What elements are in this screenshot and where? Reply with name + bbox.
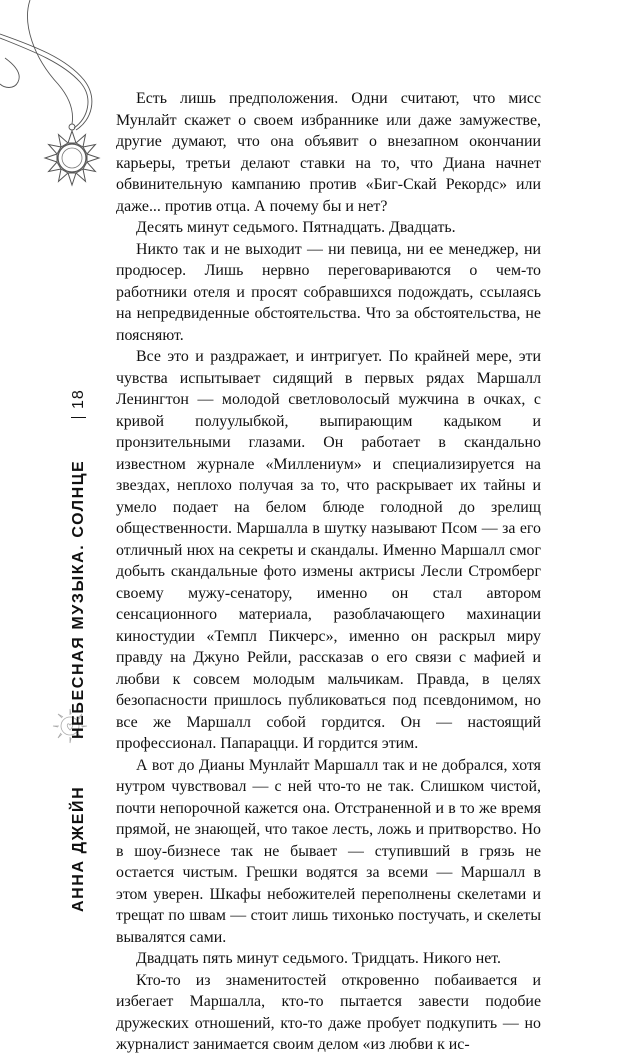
header-divider [71,417,86,418]
page-number: 18 [70,389,87,409]
running-header [70,389,88,912]
author-name: АННА ДЖЕЙН [70,785,87,912]
paragraph-4: Все это и раздражает, и интригует. По крайней мере, эти чувства испытывает сидящий в первых рядах Маршалл Ленингтон — молодой светловолосый мужчина в очках, с кривой полуулыбкой, выпирающим кадыком и пронзительными глазами. Он работает в скандально известном журнале «Миллениум» и специализируется на звездах, неплохо получая за то, что раскрывает их тайны и умело подает на белом блюде голодной до зрелищ общественности. Маршалла в шутку называют Псом — за его отличный нюх на секреты и скандалы. Именно Маршалл смог добыть скандальные фото измены актрисы Лесли Стромберг своему мужу-сенатору, именно он стал автором сенсационного материала, разоблачающего махинации киностудии «Темпл Пикчерс», именно он раскрыл миру правду на Джуно Рейли, рассказав о его связи с мафией и любви к совсем молодым мальчикам. Правда, в целях безопасности пришлось публиковаться под псевдонимом, но все же Маршалл собой гордится. Он — настоящий профессионал. Папарацци. И гордится этим. [116,348,541,752]
paragraph-7: Кто-то из знаменитостей откровенно побаивается и избегает Маршалла, кто-то пытается завести подобие дружеских отношений, кто-то даже пробует подкупить — но журналист занимается своим делом «из любви к ис- [116,971,541,1053]
paragraph-3: Никто так и не выходит — ни певица, ни ее менеджер, ни продюсер. Лишь нервно переговариваются о чем-то работники отеля и просят собравшихся подождать, ссылаясь на непредвиденные обстоятельства. Что за обстоятельства, не поясняют. [116,240,541,344]
book-title: НЕБЕСНАЯ МУЗЫКА. СОЛНЦЕ [70,459,87,739]
paragraph-2: Десять минут седьмого. Пятнадцать. Двадцать. [136,219,456,236]
paragraph-6: Двадцать пять минут седьмого. Тридцать. Никого нет. [136,950,501,967]
necklace-sun-pendant-icon [0,0,130,210]
paragraph-1: Есть лишь предположения. Одни считают, что мисс Мунлайт скажет о своем избраннике или даже замужестве, другие думают, что она объявит о внезапном окончании карьеры, третьи делают ставки на то, что Диана начнет обвинительную кампанию против «Биг-Скай Рекордс» или даже... против отца. А почему бы и нет? [116,90,541,215]
paragraph-5: А вот до Дианы Мунлайт Маршалл так и не добрался, хотя нутром чувствовал — с ней что-то не так. Слишком чистой, почти непорочной кажется она. Отстраненной и в то же время прямой, не знающей, что такое лесть, ложь и притворство. Но в шоу-бизнесе так не бывает — ступивший в грязь не остается чистым. Грешки водятся за всеми — Маршалл в этом уверен. Шкафы небожителей переполнены скелетами и трещат по швам — стоит лишь тихонько постучать, и скелеты вывалятся сами. [116,756,541,946]
body-text [116,88,541,1056]
